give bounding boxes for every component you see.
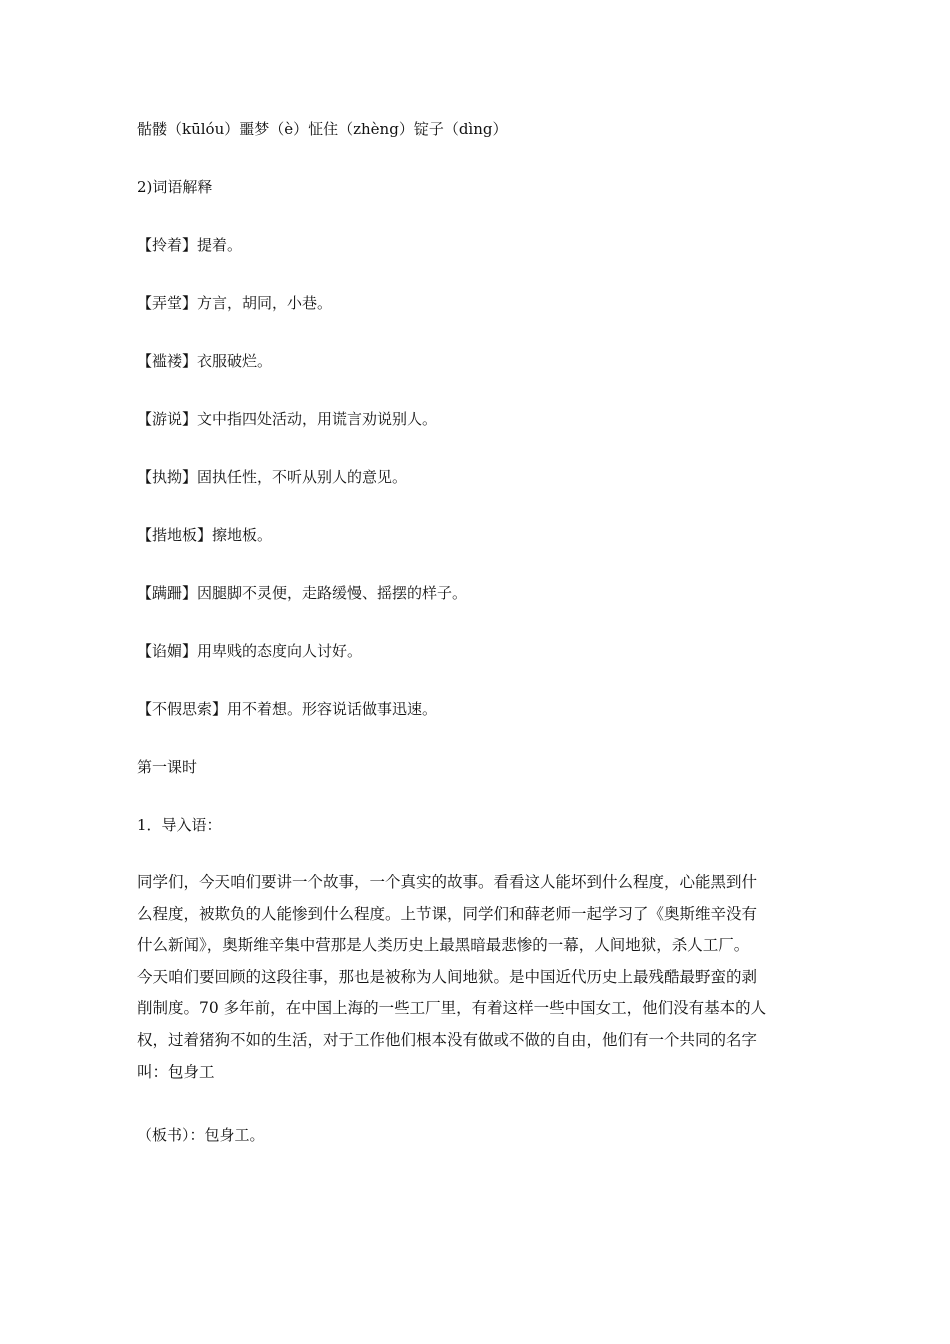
vocab-term: 【游说】 [137,410,198,428]
vocab-definition: 提着。 [197,236,243,254]
vocab-item [137,640,815,662]
vocab-term: 【拎着】 [137,236,198,254]
vocab-item [137,234,815,256]
section-heading-vocab: 2)词语解释 [137,178,213,196]
vocab-term: 【褴褛】 [137,352,198,370]
document-page [137,118,815,1182]
vocab-term: 【弄堂】 [137,294,198,312]
vocab-definition: 擦地板。 [212,526,273,544]
paragraph-line: 么程度，被欺负的人能惨到什么程度。上节课，同学们和薛老师一起学习了《奥斯维辛没有 [137,904,758,923]
vocab-term: 【谄媚】 [137,642,198,660]
intro-paragraph [137,867,815,1088]
vocab-definition: 用卑贱的态度向人讨好。 [197,642,363,660]
paragraph-line: 权，过着猪狗不如的生活，对于工作他们根本没有做或不做的自由，他们有一个共同的名字 [137,1030,758,1049]
vocab-definition: 衣服破烂。 [197,352,273,370]
vocab-item [137,408,815,430]
lesson-title: 第一课时 [137,758,198,776]
vocab-definition: 文中指四处活动，用谎言劝说别人。 [197,410,438,428]
paragraph-line: 今天咱们要回顾的这段往事，那也是被称为人间地狱。是中国近代历史上最残酷最野蛮的剥 [137,967,758,986]
vocab-definition: 固执任性，不听从别人的意见。 [197,468,408,486]
board-note: （板书）：包身工。 [137,1126,265,1145]
pronunciation-line: 骷髅（kūlóu）噩梦（è）怔住（zhèng）锭子（dìng） [137,120,508,138]
vocab-item [137,466,815,488]
vocab-definition: 方言，胡同，小巷。 [197,294,333,312]
vocab-term: 【不假思索】 [137,700,228,718]
paragraph-line: 削制度。70 多年前，在中国上海的一些工厂里，有着这样一些中国女工，他们没有基本的人 [137,999,767,1018]
vocab-list [137,234,815,720]
vocab-term: 【揩地板】 [137,526,213,544]
vocab-definition: 因腿脚不灵便，走路缓慢、摇摆的样子。 [197,584,468,602]
intro-heading: 1．导入语： [137,816,222,834]
vocab-item [137,698,815,720]
vocab-definition: 用不着想。形容说话做事迅速。 [227,700,438,718]
vocab-term: 【蹒跚】 [137,584,198,602]
paragraph-line: 同学们，今天咱们要讲一个故事，一个真实的故事。看看这人能坏到什么程度，心能黑到什 [137,873,758,891]
vocab-item [137,524,815,546]
vocab-item [137,350,815,372]
paragraph-line: 什么新闻》，奥斯维辛集中营那是人类历史上最黑暗最悲惨的一幕，人间地狱，杀人工厂。 [137,936,750,955]
paragraph-line: 叫：包身工 [137,1062,215,1081]
vocab-term: 【执拗】 [137,468,198,486]
vocab-item [137,292,815,314]
vocab-item [137,582,815,604]
